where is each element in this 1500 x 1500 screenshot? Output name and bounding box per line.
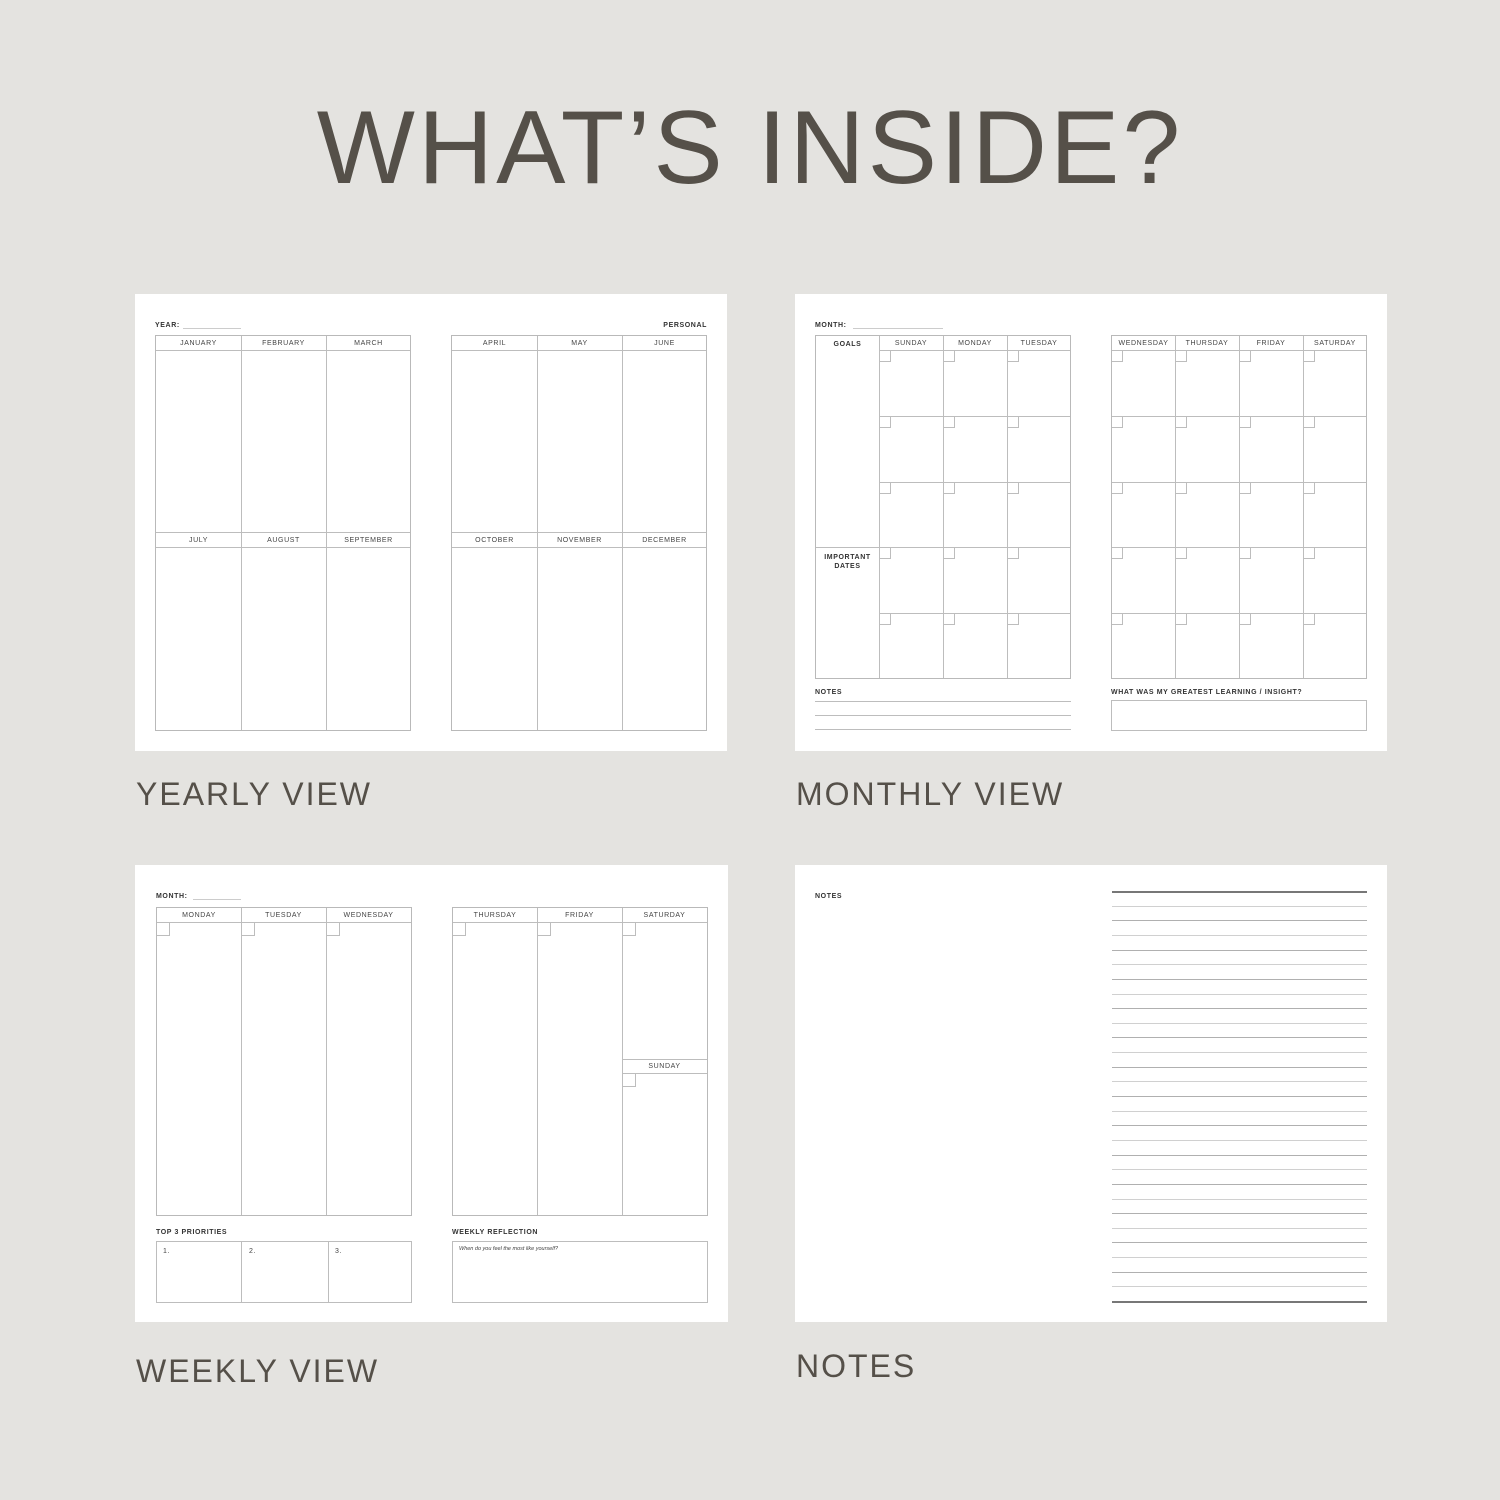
- ruled-line: [1112, 1067, 1367, 1068]
- yearly-view-panel: [135, 294, 727, 751]
- date-box: [1112, 614, 1123, 625]
- date-box: [944, 351, 955, 362]
- date-box: [1112, 351, 1123, 362]
- yearly-grid-right: [451, 335, 707, 731]
- priorities-box: [156, 1241, 412, 1303]
- date-box: [1176, 614, 1187, 625]
- day-header: MONDAY: [182, 912, 216, 919]
- month-header: MARCH: [354, 340, 383, 347]
- date-box: [1304, 417, 1315, 428]
- ruled-line: [1112, 1008, 1367, 1009]
- month-header: APRIL: [482, 340, 507, 347]
- notes-caption: NOTES: [796, 1348, 917, 1384]
- date-box: [1304, 483, 1315, 494]
- ruled-line: [1112, 964, 1367, 965]
- day-header: SUNDAY: [648, 1063, 681, 1070]
- date-box: [1112, 483, 1123, 494]
- ruled-line: [1112, 1184, 1367, 1185]
- priority-number: 3.: [335, 1248, 343, 1255]
- ruled-line: [1112, 1140, 1367, 1141]
- ruled-line: [1112, 1199, 1367, 1200]
- ruled-line: [1112, 1272, 1367, 1273]
- date-box: [1112, 417, 1123, 428]
- month-label: MONTH:: [156, 893, 188, 900]
- day-header: SATURDAY: [643, 912, 686, 919]
- ruled-line: [1112, 920, 1367, 921]
- date-box: [1240, 351, 1251, 362]
- ruled-line: [1112, 1037, 1367, 1038]
- weekly-grid-left: [156, 907, 412, 1216]
- month-header: OCTOBER: [475, 537, 514, 544]
- goals-label: GOALS: [833, 341, 862, 348]
- ruled-line: [1112, 1052, 1367, 1053]
- notes-line: [815, 701, 1071, 702]
- month-header: MAY: [571, 340, 588, 347]
- yearly-view-caption: YEARLY VIEW: [136, 776, 372, 812]
- month-field-line: [853, 328, 943, 329]
- date-box: [1240, 483, 1251, 494]
- notes-line: [815, 715, 1071, 716]
- date-box: [623, 923, 636, 936]
- ruled-line: [1112, 1081, 1367, 1082]
- day-header: WEDNESDAY: [343, 912, 394, 919]
- ruled-line: [1112, 1257, 1367, 1258]
- month-field-line: [193, 899, 241, 900]
- important-dates-label: IMPORTANT: [824, 554, 871, 561]
- date-box: [944, 548, 955, 559]
- date-box: [944, 483, 955, 494]
- date-box: [1008, 483, 1019, 494]
- date-box: [1176, 351, 1187, 362]
- month-header: FEBRUARY: [262, 340, 305, 347]
- date-box: [1008, 417, 1019, 428]
- important-dates-label: DATES: [834, 563, 861, 570]
- date-box: [1008, 614, 1019, 625]
- date-box: [453, 923, 466, 936]
- monthly-grid-left: [815, 335, 1071, 679]
- ruled-line: [1112, 1155, 1367, 1156]
- month-header: DECEMBER: [642, 537, 687, 544]
- month-header: AUGUST: [267, 537, 300, 544]
- ruled-line: [1112, 1023, 1367, 1024]
- ruled-line: [1112, 906, 1367, 907]
- ruled-line: [1112, 891, 1367, 893]
- date-box: [1008, 351, 1019, 362]
- ruled-line: [1112, 935, 1367, 936]
- date-box: [157, 923, 170, 936]
- date-box: [1304, 548, 1315, 559]
- date-box: [1240, 548, 1251, 559]
- month-header: JULY: [189, 537, 208, 544]
- ruled-line: [1112, 1301, 1367, 1303]
- date-box: [880, 614, 891, 625]
- priorities-label: TOP 3 PRIORITIES: [156, 1229, 228, 1236]
- date-box: [242, 923, 255, 936]
- ruled-line: [1112, 1242, 1367, 1243]
- date-box: [944, 417, 955, 428]
- ruled-line: [1112, 1228, 1367, 1229]
- date-box: [1008, 548, 1019, 559]
- date-box: [1304, 614, 1315, 625]
- day-header: WEDNESDAY: [1118, 340, 1169, 347]
- ruled-line: [1112, 1125, 1367, 1126]
- notes-panel: [795, 865, 1387, 1322]
- notes-label: NOTES: [815, 689, 843, 696]
- day-header: TUESDAY: [265, 912, 302, 919]
- date-box: [944, 614, 955, 625]
- page-title: WHAT’S INSIDE?: [316, 90, 1184, 206]
- learning-label: WHAT WAS MY GREATEST LEARNING / INSIGHT?: [1111, 689, 1303, 696]
- date-box: [880, 483, 891, 494]
- learning-box: [1111, 700, 1367, 731]
- weekly-view-caption: WEEKLY VIEW: [136, 1353, 380, 1389]
- reflection-label: WEEKLY REFLECTION: [452, 1229, 539, 1236]
- day-header: SUNDAY: [894, 340, 928, 347]
- reflection-prompt: When do you feel the most like yourself?: [459, 1246, 559, 1252]
- date-box: [1176, 548, 1187, 559]
- monthly-view-panel: [795, 294, 1387, 751]
- month-header: JANUARY: [180, 340, 217, 347]
- ruled-line: [1112, 979, 1367, 980]
- month-label: MONTH:: [815, 322, 847, 329]
- notes-label: NOTES: [815, 893, 843, 900]
- month-header: JUNE: [654, 340, 675, 347]
- ruled-line: [1112, 1169, 1367, 1170]
- ruled-line: [1112, 1096, 1367, 1097]
- ruled-line: [1112, 950, 1367, 951]
- ruled-line: [1112, 1286, 1367, 1287]
- date-box: [538, 923, 551, 936]
- year-label: YEAR:: [155, 322, 180, 329]
- priority-number: 1.: [163, 1248, 171, 1255]
- ruled-line: [1112, 1213, 1367, 1214]
- date-box: [1240, 417, 1251, 428]
- notes-line: [815, 729, 1071, 730]
- day-header: MONDAY: [958, 340, 992, 347]
- day-header: TUESDAY: [1020, 340, 1058, 347]
- date-box: [1176, 483, 1187, 494]
- date-box: [623, 1074, 636, 1087]
- date-box: [1112, 548, 1123, 559]
- date-box: [880, 351, 891, 362]
- ruled-line: [1112, 1111, 1367, 1112]
- date-box: [1176, 417, 1187, 428]
- date-box: [880, 417, 891, 428]
- month-header: NOVEMBER: [557, 537, 602, 544]
- priority-number: 2.: [249, 1248, 257, 1255]
- ruled-line: [1112, 994, 1367, 995]
- date-box: [1304, 351, 1315, 362]
- monthly-grid-right: [1111, 335, 1367, 679]
- date-box: [1240, 614, 1251, 625]
- monthly-view-caption: MONTHLY VIEW: [796, 776, 1065, 812]
- month-header: SEPTEMBER: [344, 537, 393, 544]
- day-header: FRIDAY: [565, 912, 594, 919]
- weekly-grid-right: [452, 907, 708, 1216]
- weekly-view-panel: [135, 865, 728, 1322]
- yearly-grid-left: [155, 335, 411, 731]
- date-box: [880, 548, 891, 559]
- reflection-box: [452, 1241, 708, 1303]
- day-header: THURSDAY: [1185, 340, 1229, 347]
- year-field-line: [183, 328, 241, 329]
- day-header: FRIDAY: [1256, 340, 1286, 347]
- personal-label: PERSONAL: [663, 322, 707, 329]
- date-box: [327, 923, 340, 936]
- day-header: THURSDAY: [473, 912, 517, 919]
- day-header: SATURDAY: [1314, 340, 1356, 347]
